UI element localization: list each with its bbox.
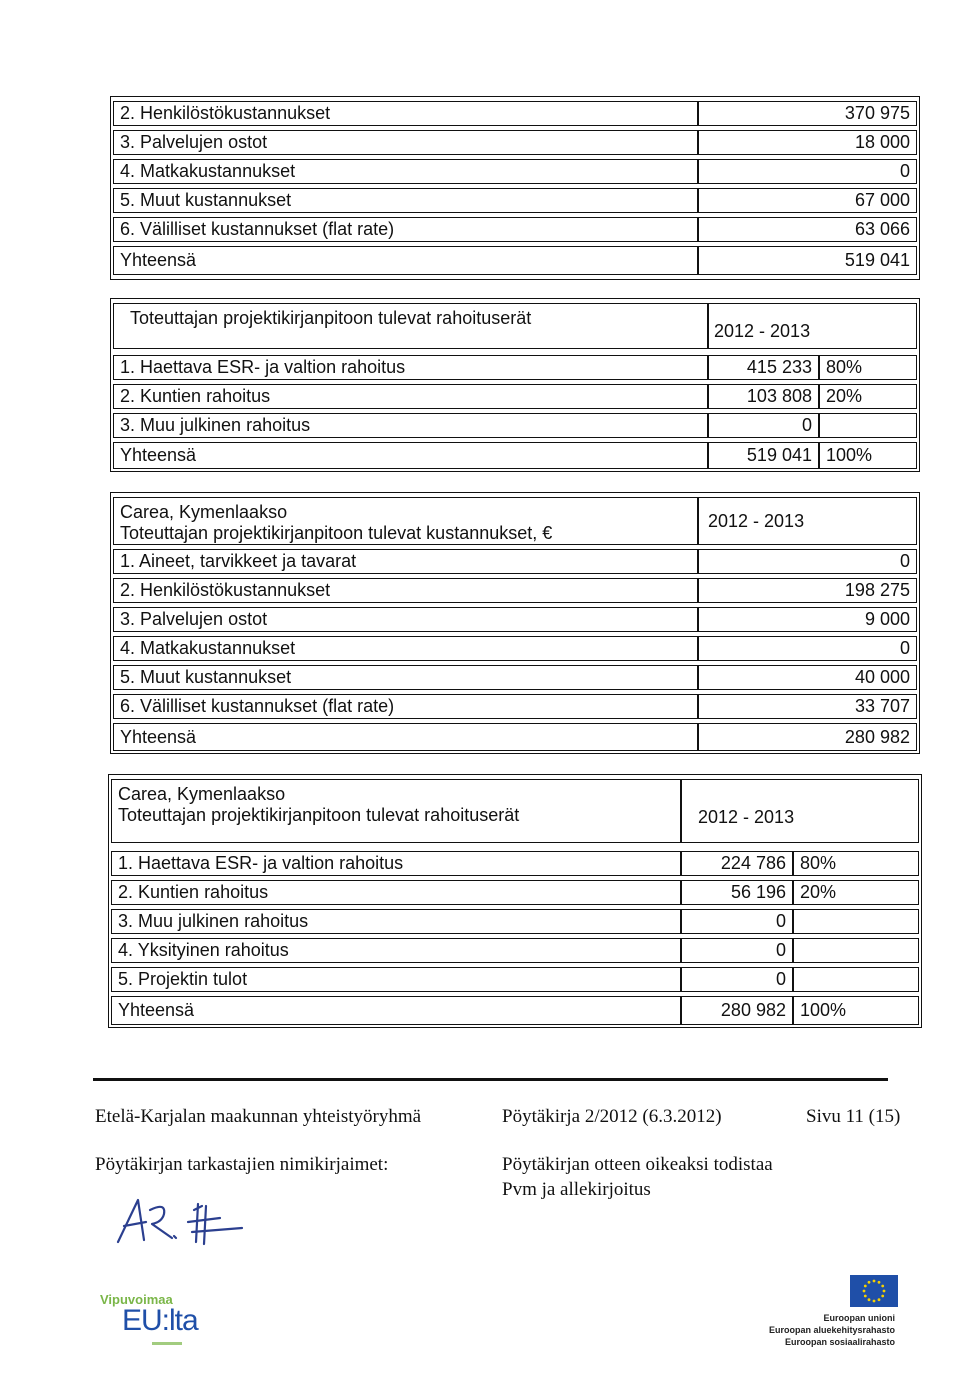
row-value: 519 041 bbox=[707, 442, 819, 469]
row-percent: 80% bbox=[793, 851, 919, 876]
table-row bbox=[109, 994, 921, 1027]
row-label: 6. Välilliset kustannukset (flat rate) bbox=[113, 217, 699, 242]
row-label: 3. Muu julkinen rahoitus bbox=[113, 413, 709, 438]
row-value: 415 233 bbox=[707, 355, 819, 380]
row-value: 0 bbox=[681, 938, 793, 963]
row-percent bbox=[793, 967, 919, 992]
table-row bbox=[111, 382, 919, 411]
table-row bbox=[111, 634, 919, 663]
row-value: 280 982 bbox=[681, 996, 793, 1025]
eu-union-text: Euroopan unioni bbox=[823, 1313, 895, 1323]
footer-date-signature: Pvm ja allekirjoitus bbox=[502, 1179, 651, 1200]
row-value: 9 000 bbox=[697, 607, 917, 632]
row-value: 0 bbox=[681, 967, 793, 992]
row-label: 2. Kuntien rahoitus bbox=[111, 880, 681, 905]
row-label: 2. Henkilöstökustannukset bbox=[113, 101, 699, 126]
header-line-title: Toteuttajan projektikirjanpitoon tulevat rahoituserät bbox=[118, 805, 520, 825]
table-row bbox=[111, 99, 919, 128]
logo-green-dots bbox=[152, 1342, 182, 1345]
footer-certify-line: Pöytäkirjan otteen oikeaksi todistaa bbox=[502, 1154, 773, 1175]
table-row bbox=[111, 215, 919, 244]
row-value: 63 066 bbox=[697, 217, 917, 242]
row-percent: 100% bbox=[819, 442, 917, 469]
table-row bbox=[111, 576, 919, 605]
table-row bbox=[109, 849, 921, 878]
row-label: 2. Kuntien rahoitus bbox=[113, 384, 709, 409]
table-row bbox=[111, 244, 919, 277]
row-value: 33 707 bbox=[697, 694, 917, 719]
table-row bbox=[109, 878, 921, 907]
year-header: 2012 - 2013 bbox=[681, 779, 919, 843]
table-row bbox=[111, 440, 919, 471]
row-value: 67 000 bbox=[697, 188, 917, 213]
eu-vipuvoimaa-logo bbox=[100, 1290, 210, 1360]
row-label: 1. Haettava ESR- ja valtion rahoitus bbox=[111, 851, 681, 876]
year-header: 2012 - 2013 bbox=[697, 497, 917, 545]
header-line-title: Toteuttajan projektikirjanpitoon tulevat kustannukset, € bbox=[120, 523, 553, 543]
eu-regional-fund-text: Euroopan aluekehitysrahasto bbox=[768, 1325, 895, 1335]
row-label: 4. Matkakustannukset bbox=[113, 159, 699, 184]
table-row bbox=[109, 965, 921, 994]
table-row bbox=[109, 907, 921, 936]
row-value: 0 bbox=[707, 413, 819, 438]
row-label: 1. Aineet, tarvikkeet ja tavarat bbox=[113, 549, 699, 574]
table-header bbox=[111, 779, 681, 843]
table-row bbox=[111, 186, 919, 215]
footer-minutes-ref: Pöytäkirja 2/2012 (6.3.2012) bbox=[502, 1106, 722, 1127]
row-label: Yhteensä bbox=[113, 246, 699, 275]
row-label: 2. Henkilöstökustannukset bbox=[113, 578, 699, 603]
row-label: 3. Muu julkinen rahoitus bbox=[111, 909, 681, 934]
header-line-org: Carea, Kymenlaakso bbox=[118, 784, 286, 804]
table-row bbox=[111, 663, 919, 692]
row-value: 519 041 bbox=[697, 246, 917, 275]
row-value: 280 982 bbox=[697, 723, 917, 751]
row-percent bbox=[793, 938, 919, 963]
row-label: 1. Haettava ESR- ja valtion rahoitus bbox=[113, 355, 709, 380]
table-row bbox=[111, 547, 919, 576]
header-line-org: Carea, Kymenlaakso bbox=[120, 502, 288, 522]
table-row bbox=[111, 128, 919, 157]
table-row bbox=[111, 157, 919, 186]
table-header bbox=[113, 497, 699, 545]
table-row bbox=[111, 692, 919, 721]
footer-divider bbox=[93, 1078, 888, 1081]
table-row bbox=[109, 936, 921, 965]
row-percent: 20% bbox=[819, 384, 917, 409]
funding-table-2 bbox=[110, 298, 920, 472]
eu-stars-icon bbox=[850, 1275, 898, 1307]
row-label: 4. Matkakustannukset bbox=[113, 636, 699, 661]
row-label: 3. Palvelujen ostot bbox=[113, 607, 699, 632]
table-header-row bbox=[109, 777, 921, 845]
row-label: Yhteensä bbox=[113, 442, 709, 469]
row-value: 198 275 bbox=[697, 578, 917, 603]
table-row bbox=[111, 411, 919, 440]
row-percent: 20% bbox=[793, 880, 919, 905]
row-label: Yhteensä bbox=[113, 723, 699, 751]
row-value: 0 bbox=[697, 549, 917, 574]
table-row bbox=[111, 605, 919, 634]
row-percent: 80% bbox=[819, 355, 917, 380]
row-value: 0 bbox=[697, 159, 917, 184]
cost-table-3 bbox=[110, 492, 920, 754]
table-header: Toteuttajan projektikirjanpitoon tulevat rahoituserät bbox=[113, 303, 709, 349]
logo-text-vipuvoimaa: Vipuvoimaa bbox=[100, 1292, 173, 1307]
row-value: 18 000 bbox=[697, 130, 917, 155]
row-percent: 100% bbox=[793, 996, 919, 1025]
footer-organization: Etelä-Karjalan maakunnan yhteistyöryhmä bbox=[95, 1106, 422, 1127]
funding-table-4 bbox=[108, 774, 922, 1028]
row-label: 4. Yksityinen rahoitus bbox=[111, 938, 681, 963]
row-value: 0 bbox=[697, 636, 917, 661]
row-label: Yhteensä bbox=[111, 996, 681, 1025]
row-percent bbox=[793, 909, 919, 934]
footer-page-number: Sivu 11 (15) bbox=[806, 1106, 901, 1127]
row-label: 6. Välilliset kustannukset (flat rate) bbox=[113, 694, 699, 719]
eu-flag bbox=[850, 1275, 898, 1307]
row-label: 5. Projektin tulot bbox=[111, 967, 681, 992]
row-label: 3. Palvelujen ostot bbox=[113, 130, 699, 155]
year-header: 2012 - 2013 bbox=[707, 303, 917, 349]
signature-initials bbox=[110, 1192, 260, 1257]
row-value: 0 bbox=[681, 909, 793, 934]
cost-table-1 bbox=[110, 96, 920, 280]
table-header-row bbox=[111, 301, 919, 351]
row-label: 5. Muut kustannukset bbox=[113, 665, 699, 690]
table-row bbox=[111, 721, 919, 753]
footer-initials-label: Pöytäkirjan tarkastajien nimikirjaimet: bbox=[95, 1154, 389, 1175]
table-row bbox=[111, 353, 919, 382]
table-header-row bbox=[111, 495, 919, 547]
row-value: 40 000 bbox=[697, 665, 917, 690]
row-percent bbox=[819, 413, 917, 438]
row-value: 370 975 bbox=[697, 101, 917, 126]
row-value: 56 196 bbox=[681, 880, 793, 905]
row-label: 5. Muut kustannukset bbox=[113, 188, 699, 213]
row-value: 224 786 bbox=[681, 851, 793, 876]
eu-social-fund-text: Euroopan sosiaalirahasto bbox=[784, 1337, 895, 1347]
row-value: 103 808 bbox=[707, 384, 819, 409]
logo-text-eulta: EU:lta bbox=[122, 1304, 198, 1337]
